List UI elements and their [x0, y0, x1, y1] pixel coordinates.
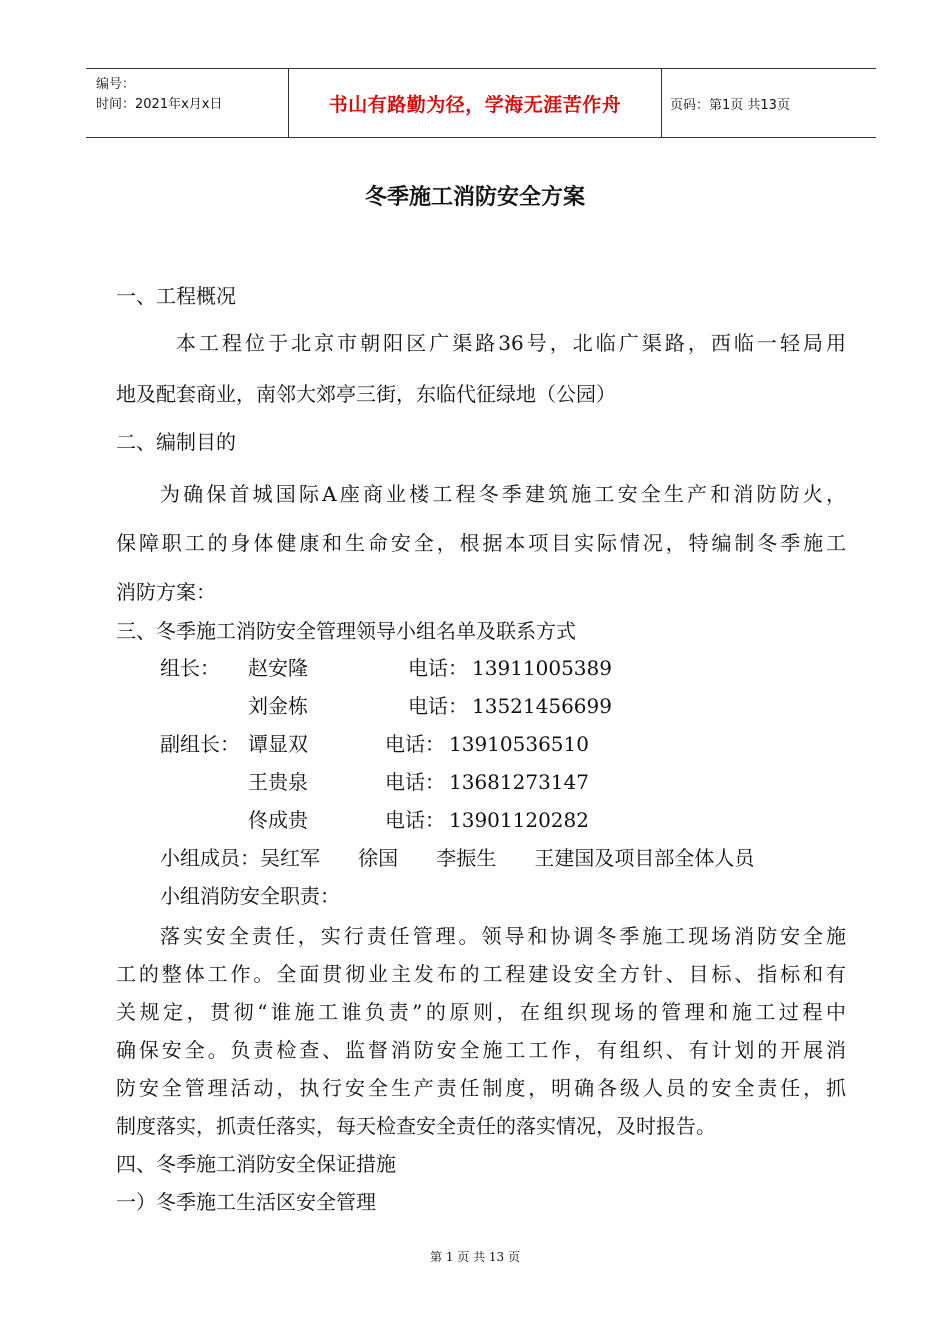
- phone-label: 电话：: [385, 770, 445, 794]
- header-page-cell: [662, 69, 876, 137]
- member-name: 赵安隆: [248, 656, 308, 680]
- motto-text: 书山有路勤为径，学海无涯苦作舟: [328, 93, 622, 116]
- section-3-heading: 三、冬季施工消防安全管理领导小组名单及联系方式: [116, 619, 576, 643]
- member-phone: 13911005389: [472, 656, 612, 680]
- section-1-para-line-2: 地及配套商业，南邻大郊亭三街，东临代征绿地（公园）: [116, 382, 616, 406]
- section-2-heading: 二、编制目的: [116, 430, 236, 454]
- duty-line-6: 制度落实，抓责任落实，每天检查安全责任的落实情况，及时报告。: [116, 1114, 716, 1138]
- member-name: 谭显双: [248, 732, 308, 756]
- deputy-leader-label: 副组长：: [160, 732, 240, 756]
- section-4-heading: 四、冬季施工消防安全保证措施: [116, 1152, 396, 1176]
- member-phone: 13521456699: [472, 694, 612, 718]
- section-2-para-line-1: 为确保首城国际A座商业楼工程冬季建筑施工安全生产和消防防火，: [160, 482, 846, 506]
- section-1-para-line-1: 本工程位于北京市朝阳区广渠路36号，北临广渠路，西临一轻局用: [176, 331, 846, 355]
- time-label: 时间：2021年x月x日: [96, 97, 223, 112]
- member-phone: 13910536510: [449, 732, 589, 756]
- phone-label: 电话：: [385, 732, 445, 756]
- header-table: [86, 68, 876, 138]
- member-name: 刘金栋: [248, 694, 308, 718]
- document-title: 冬季施工消防安全方案: [364, 185, 585, 210]
- member-phone: 13901120282: [449, 808, 589, 832]
- leader-label: 组长：: [160, 656, 220, 680]
- member-name: 王贵泉: [248, 770, 308, 794]
- group-members-line: 小组成员：吴红军 徐国 李振生 王建国及项目部全体人员: [160, 846, 755, 870]
- phone-label: 电话：: [408, 656, 468, 680]
- duty-line-4: 确保安全。负责检查、监督消防安全施工工作，有组织、有计划的开展消: [116, 1038, 846, 1062]
- duty-line-5: 防安全管理活动，执行安全生产责任制度，明确各级人员的安全责任，抓: [116, 1076, 846, 1100]
- section-1-heading: 一、工程概况: [116, 284, 236, 308]
- header-meta-cell: [86, 69, 289, 137]
- member-name: 佟成贵: [248, 808, 308, 832]
- member-phone: 13681273147: [449, 770, 589, 794]
- header-motto-cell: [289, 69, 662, 137]
- duty-line-1: 落实安全责任，实行责任管理。领导和协调冬季施工现场消防安全施: [160, 924, 846, 948]
- duty-heading: 小组消防安全职责：: [160, 884, 340, 908]
- phone-label: 电话：: [408, 694, 468, 718]
- duty-line-2: 工的整体工作。全面贯彻业主发布的工程建设安全方针、目标、指标和有: [116, 962, 846, 986]
- duty-line-3: 关规定，贯彻“谁施工谁负责”的原则，在组织现场的管理和施工过程中: [116, 1000, 846, 1024]
- number-label: 编号：: [96, 77, 136, 92]
- section-2-para-line-3: 消防方案：: [116, 580, 216, 604]
- section-4-subheading: 一）冬季施工生活区安全管理: [116, 1190, 376, 1214]
- page-label: 页码：第1页 共13页: [670, 97, 790, 113]
- page-footer: 第 1 页 共 13 页: [430, 1250, 520, 1264]
- phone-label: 电话：: [385, 808, 445, 832]
- section-2-para-line-2: 保障职工的身体健康和生命安全，根据本项目实际情况，特编制冬季施工: [116, 531, 846, 555]
